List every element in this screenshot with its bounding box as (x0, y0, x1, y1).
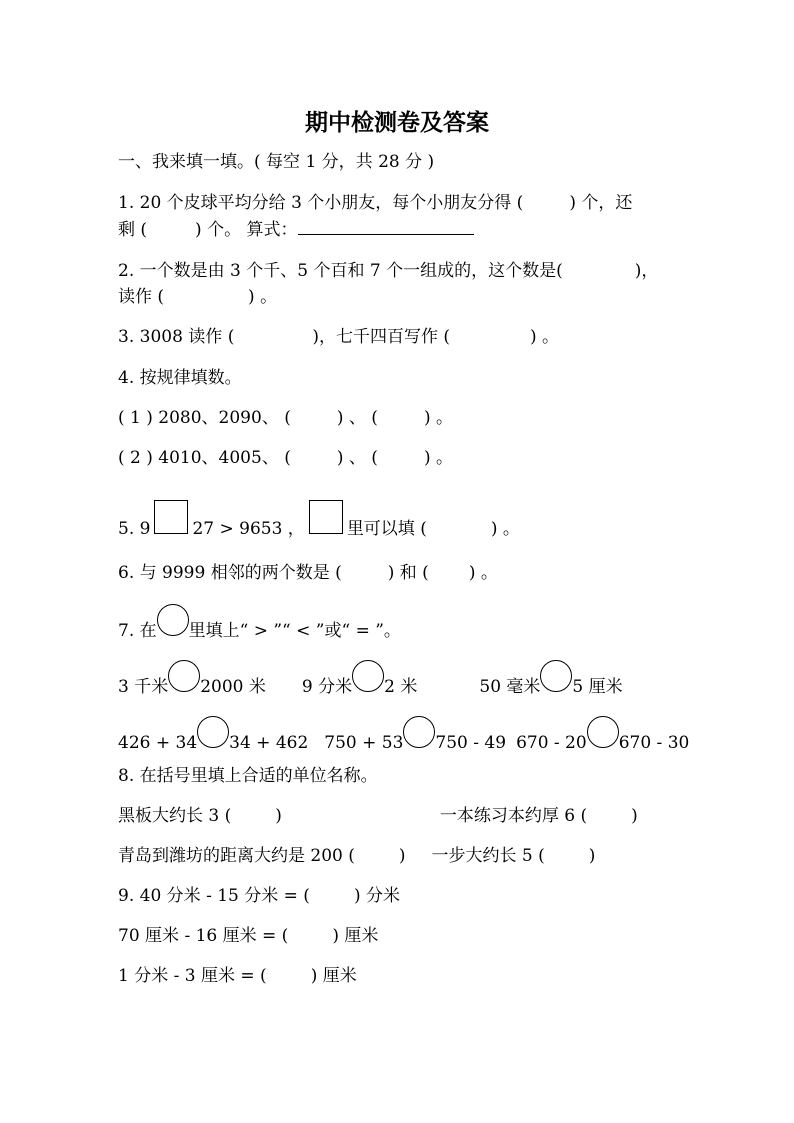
compare-circle[interactable] (352, 660, 384, 692)
compare-circle[interactable] (403, 716, 435, 748)
compare-circle[interactable] (197, 716, 229, 748)
question-1-line-2: 剩 ( ) 个。 算式： (118, 218, 474, 242)
question-3: 3. 3008 读作 ( )，七千四百写作 ( ) 。 (118, 327, 560, 347)
page-title: 期中检测卷及答案 (305, 110, 489, 136)
question-7-row-1: 3 千米 2000 米 9 分米 2 米 50 毫米 5 厘米 (118, 660, 623, 704)
question-2-line-1: 2. 一个数是由 3 个千、5 个百和 7 个一组成的，这个数是( )， (118, 261, 659, 281)
formula-underline[interactable] (298, 220, 474, 235)
question-7-instruction: 7. 在 里填上“ > ”“ < ”或“ = ”。 (118, 604, 401, 648)
question-9-line-3: 1 分米 - 3 厘米 = ( ) 厘米 (118, 966, 357, 986)
question-7-row-2: 426 + 34 34 + 462 750 + 53 750 - 49 670 - 20 670 - 30 (118, 716, 689, 760)
compare-circle[interactable] (587, 716, 619, 748)
question-5: 5. 9 27 > 9653 ， 里可以填 ( ) 。 (118, 500, 520, 547)
compare-circle[interactable] (168, 660, 200, 692)
question-8-line-1: 黑板大约长 3 ( ) 一本练习本约厚 6 ( ) (118, 806, 638, 826)
question-2-line-2: 读作 ( ) 。 (118, 287, 278, 307)
question-8-line-2: 青岛到潍坊的距离大约是 200 ( ) 一步大约长 5 ( ) (118, 846, 596, 866)
question-4-row-1: ( 1 ) 2080、2090、 ( ) 、 ( ) 。 (118, 408, 453, 428)
circle-symbol (157, 604, 189, 636)
section-heading: 一、我来填一填。( 每空 1 分，共 28 分 ) (118, 152, 435, 172)
compare-circle[interactable] (540, 660, 572, 692)
answer-box[interactable] (309, 500, 343, 534)
question-9-line-1: 9. 40 分米 - 15 分米 = ( ) 分米 (118, 886, 400, 906)
question-4-title: 4. 按规律填数。 (118, 368, 242, 388)
question-8-title: 8. 在括号里填上合适的单位名称。 (118, 766, 378, 786)
question-4-row-2: ( 2 ) 4010、4005、 ( ) 、 ( ) 。 (118, 448, 453, 468)
question-6: 6. 与 9999 相邻的两个数是 ( ) 和 ( ) 。 (118, 563, 498, 583)
question-1-line-1: 1. 20 个皮球平均分给 3 个小朋友，每个小朋友分得 ( ) 个，还 (118, 193, 633, 213)
question-9-line-2: 70 厘米 - 16 厘米 = ( ) 厘米 (118, 926, 379, 946)
answer-box[interactable] (154, 500, 188, 534)
